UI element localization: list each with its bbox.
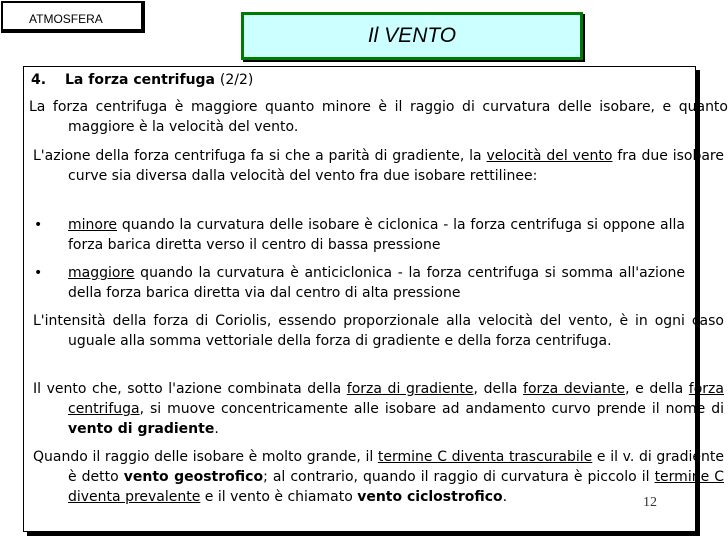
b1-text: quando la curvatura delle isobare è ciclonica - la forza centrifuga si oppone alla forza barica diretta verso il centro di bassa pressione	[68, 217, 685, 253]
p4-text-c: , e della	[625, 381, 689, 397]
section-tag	[1, 1, 145, 33]
p4-text-e: .	[214, 421, 219, 437]
p4-bold: vento di gradiente	[68, 421, 215, 437]
b2-text: quando la curvatura è anticiclonica - la forza centrifuga si somma all'azione della forza barica diretta via dal centro di alta pressione	[68, 265, 685, 301]
page-title-box	[241, 12, 583, 60]
paragraph-3: L'intensità della forza di Coriolis, essendo proporzionale alla velocità del vento, è in ogni caso uguale alla somma vettoriale della forza di gradiente e della forza centrifuga.	[33, 313, 724, 349]
page-title: Il VENTO	[367, 24, 457, 47]
p5-text-a: Quando il raggio delle isobare è molto grande, il	[33, 449, 378, 465]
p5-text-e: .	[502, 489, 508, 505]
p5-text-d: e il vento è chiamato	[200, 489, 358, 505]
heading-number: 4.	[31, 72, 47, 88]
page-number: 12	[643, 495, 657, 510]
p2-underlined: velocità del vento	[486, 148, 613, 164]
p2-text-a: L'azione della forza centrifuga fa si che a parità di gradiente, la	[33, 148, 487, 164]
section-heading	[31, 70, 253, 90]
p4-text-b: , della	[473, 381, 524, 397]
paragraph-1: La forza centrifuga è maggiore quanto minore è il raggio di curvatura delle isobare, e quanto maggiore è la velocità del vento.	[29, 99, 728, 135]
heading-part: (2/2)	[219, 72, 254, 88]
p4-text-a: Il vento che, sotto l'azione combinata della	[33, 381, 347, 397]
content-panel	[23, 66, 728, 532]
p2-text-b: fra due isobare curve sia diversa dalla velocità del vento fra due isobare rettilinee:	[68, 148, 724, 184]
p4-underlined-3: forza centrifuga	[68, 381, 724, 417]
p4-underlined-1: forza di gradiente	[346, 381, 474, 397]
bullet-2-icon: •	[34, 265, 43, 281]
section-tag-label: ATMOSFERA	[29, 12, 103, 26]
bullet-item-1	[68, 215, 685, 255]
bullet-item-2	[68, 263, 685, 303]
p4-text-d: , si muove concentricamente alle isobare ad andamento curvo prende il nome di	[139, 401, 724, 417]
bullet-1-icon: •	[34, 217, 43, 233]
p4-underlined-2: forza deviante	[523, 381, 626, 397]
p5-text-c: ; al contrario, quando il raggio di curvatura è piccolo il	[263, 469, 655, 485]
b1-underlined: minore	[68, 217, 118, 233]
b2-underlined: maggiore	[68, 265, 135, 281]
heading-text: La forza centrifuga	[65, 72, 216, 88]
p5-underlined-1: termine C diventa trascurabile	[377, 449, 593, 465]
paragraph-4	[33, 379, 724, 439]
p5-underlined-2: termine C diventa prevalente	[68, 469, 725, 505]
paragraph-2	[33, 146, 724, 186]
p5-text-b: e il v. di gradiente è detto	[68, 449, 724, 485]
paragraph-5	[33, 447, 724, 507]
p5-bold-1: vento geostrofico	[123, 469, 264, 485]
p5-bold-2: vento ciclostrofico	[357, 489, 503, 505]
